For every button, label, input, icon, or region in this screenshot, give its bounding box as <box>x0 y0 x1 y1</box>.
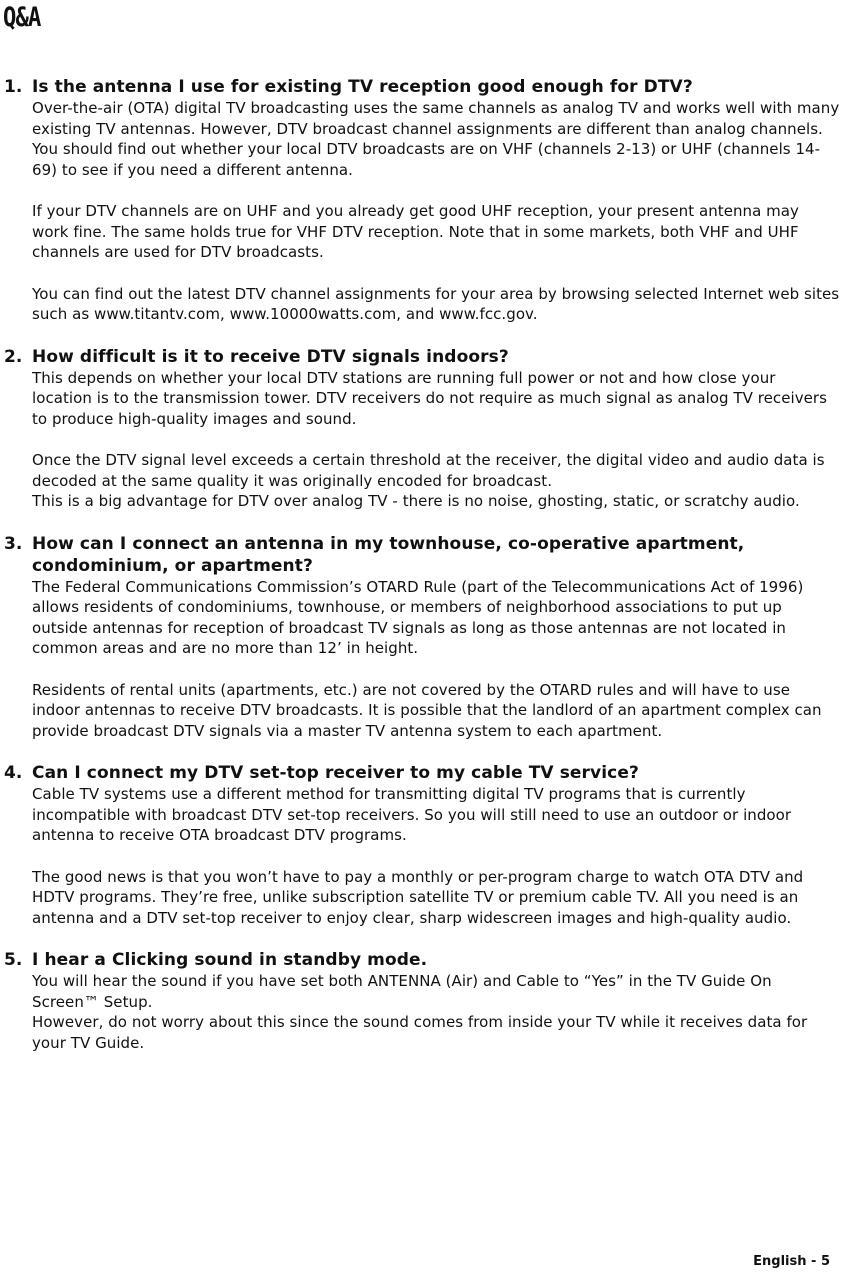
qa-item-2 <box>0 346 846 512</box>
answer <box>32 971 840 1053</box>
answer <box>32 368 840 512</box>
answer-paragraph: Over-the-air (OTA) digital TV broadcasting uses the same channels as analog TV and works well with many existing TV antennas. However, DTV broadcast channel assignments are different than analog channels. You should find out whether your local DTV broadcasts are on VHF (channels 2-13) or UHF (channels 14-69) to see if you need a different antenna. <box>32 99 840 179</box>
question-heading: How difficult is it to receive DTV signals indoors? <box>32 346 509 367</box>
answer <box>32 784 840 928</box>
question-heading: Can I connect my DTV set-top receiver to my cable TV service? <box>32 763 639 783</box>
answer-paragraph: If your DTV channels are on UHF and you already get good UHF reception, your present antenna may work fine. The same holds true for VHF DTV reception. Note that in some markets, both VHF and UHF channels are used for DTV broadcasts. <box>32 202 799 261</box>
question-heading: How can I connect an antenna in my townhouse, co-operative apartment, condominium, or apartment? <box>32 533 745 576</box>
answer-paragraph: The good news is that you won’t have to pay a monthly or per-program charge to watch OTA DTV and HDTV programs. They’re free, unlike subscription satellite TV or premium cable TV. All you need is an antenna and a DTV set-top receiver to enjoy clear, sharp widescreen images and high-quality audio. <box>32 867 804 927</box>
qa-item-1 <box>0 76 846 325</box>
qa-item-3 <box>0 533 846 742</box>
answer-paragraph: Once the DTV signal level exceeds a certain threshold at the receiver, the digital video and audio data is decoded at the same quality it was originally encoded for broadcast. <box>32 451 825 490</box>
answer-paragraph: The Federal Communications Commission’s OTARD Rule (part of the Telecommunications Act of 1996) allows residents of condominiums, townhouse, or members of neighborhood associations to put up outside antennas for reception of broadcast TV signals as long as those antennas are not located in common areas and are no more than 12’ in height. <box>32 577 804 657</box>
answer-paragraph: You will hear the sound if you have set both ANTENNA (Air) and Cable to “Yes” in the TV Guide On Screen™ Setup. <box>32 972 772 1011</box>
qa-item-4 <box>0 762 846 928</box>
answer-paragraph: This depends on whether your local DTV stations are running full power or not and how close your location is to the transmission tower. DTV receivers do not require as much signal as analog TV receivers to produce high-quality images and sound. <box>32 368 828 428</box>
page-title: Q&A <box>3 2 41 33</box>
answer <box>32 577 840 742</box>
question-number: 4. <box>4 763 23 783</box>
page-footer: English - 5 <box>753 1254 830 1269</box>
question-number: 1. <box>4 77 23 97</box>
question-number: 3. <box>4 533 23 554</box>
question-heading: Is the antenna I use for existing TV reception good enough for DTV? <box>32 77 693 97</box>
answer-paragraph: This is a big advantage for DTV over analog TV - there is no noise, ghosting, static, or scratchy audio. <box>32 492 800 510</box>
answer <box>32 98 840 325</box>
question-heading: I hear a Clicking sound in standby mode. <box>32 950 428 970</box>
qa-list <box>0 76 846 1074</box>
answer-paragraph: Residents of rental units (apartments, etc.) are not covered by the OTARD rules and will have to use indoor antennas to receive DTV broadcasts. It is possible that the landlord of an apartment complex can provide broadcast DTV signals via a master TV antenna system to each apartment. <box>32 680 822 740</box>
qa-item-5 <box>0 949 846 1053</box>
question-number: 2. <box>4 346 23 367</box>
answer-paragraph: You can find out the latest DTV channel assignments for your area by browsing selected Internet web sites such as www.titantv.com, www.10000watts.com, and www.fcc.gov. <box>32 284 840 323</box>
answer-paragraph: Cable TV systems use a different method for transmitting digital TV programs that is currently incompatible with broadcast DTV set-top receivers. So you will still need to use an outdoor or indoor antenna to receive OTA broadcast DTV programs. <box>32 785 792 844</box>
answer-paragraph: However, do not worry about this since the sound comes from inside your TV while it receives data for your TV Guide. <box>32 1013 808 1052</box>
question-number: 5. <box>4 950 23 970</box>
